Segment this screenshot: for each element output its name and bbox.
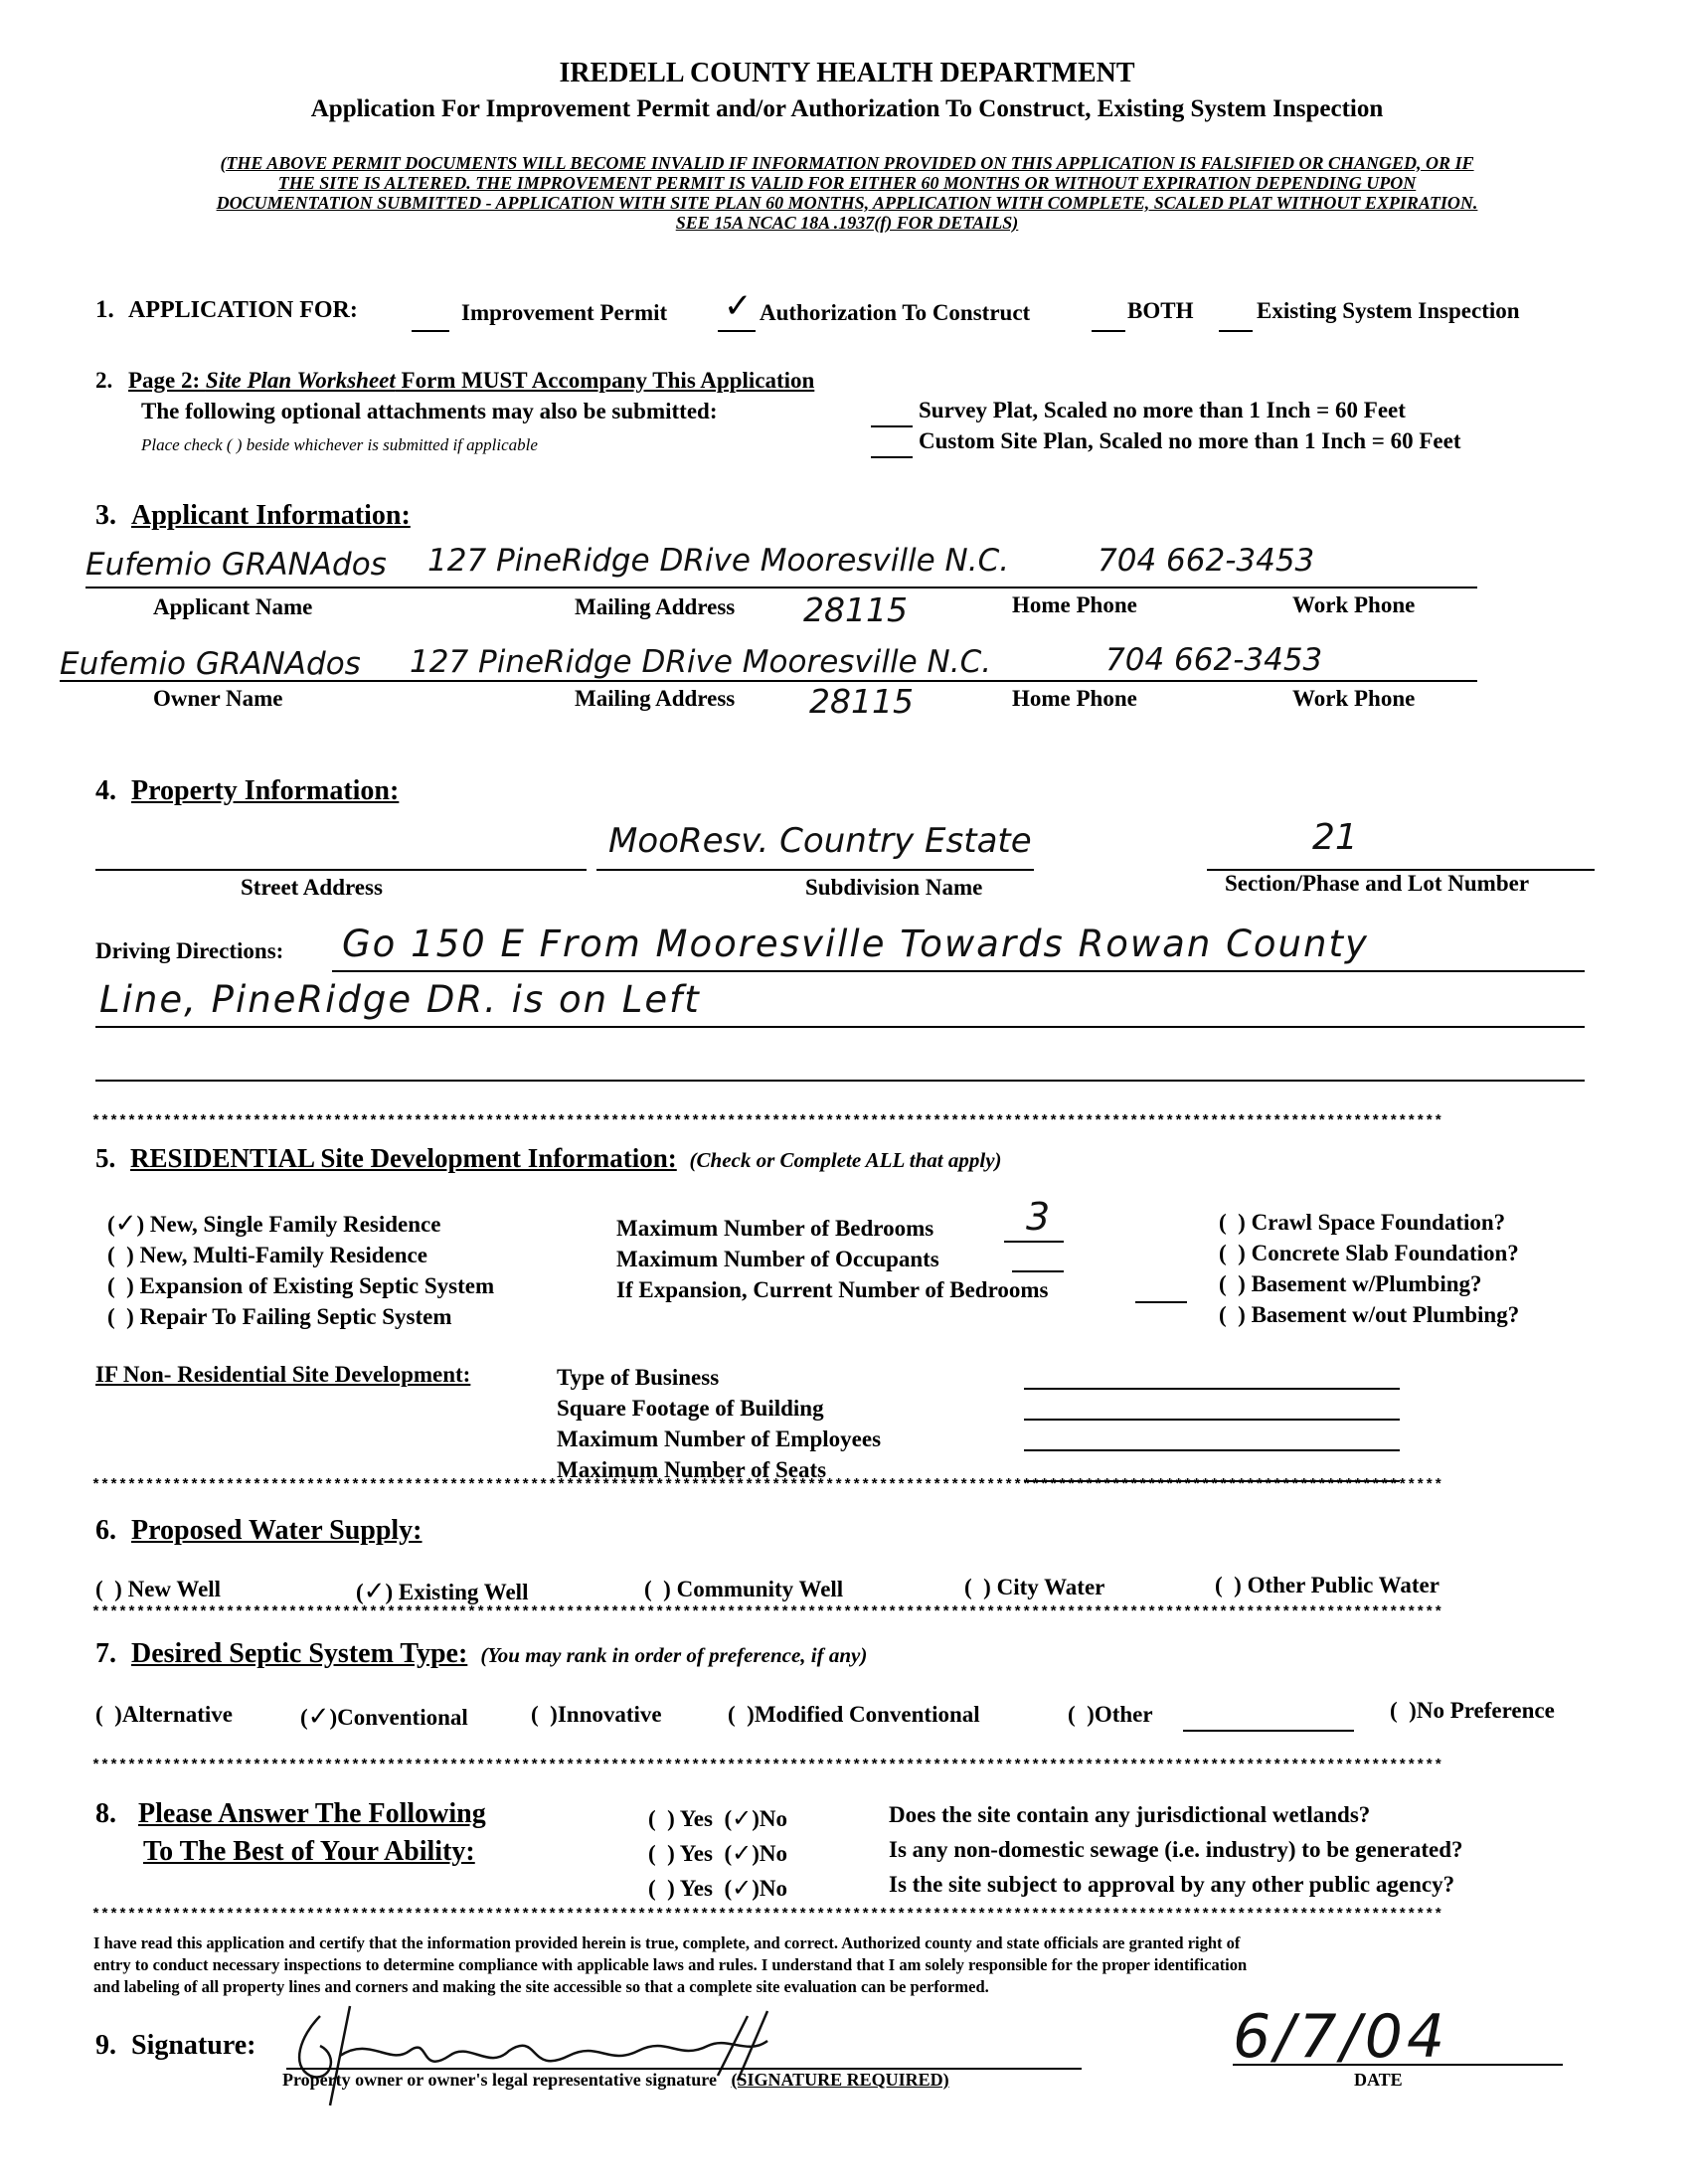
septic-option-innovative[interactable]: ( )Innovative (531, 1702, 662, 1727)
water-option-other-public[interactable]: ( ) Other Public Water (1215, 1573, 1440, 1597)
section-5-subtitle: (Check or Complete ALL that apply) (689, 1148, 1002, 1172)
option-both: BOTH (1127, 298, 1194, 323)
applicant-zip-value[interactable]: 28115 (803, 590, 908, 629)
section-8-title: To The Best of Your Ability: (143, 1836, 475, 1867)
owner-name-value[interactable]: Eufemio GRANAdos (60, 646, 361, 682)
street-address-line (95, 869, 587, 871)
lot-number-value[interactable]: 21 (1312, 817, 1358, 858)
section-number: 2. (95, 368, 113, 393)
septic-option-no-preference[interactable]: ( )No Preference (1390, 1698, 1555, 1723)
certification-line: entry to conduct necessary inspections to determine compliance with applicable laws and rules. I understand that I am solely responsible for the proper identification (93, 1955, 1248, 1974)
section-2-heading (95, 368, 814, 394)
subdivision-label: Subdivision Name (805, 875, 983, 900)
yes-no-row[interactable]: ( ) Yes (✓)No (648, 1839, 788, 1867)
section-3-title: Applicant Information: (131, 500, 411, 531)
business-type-blank[interactable] (1024, 1388, 1400, 1390)
section-number: 1. (95, 296, 114, 323)
separator-stars: ******************************************************************************************************************************************************* (91, 1604, 1443, 1621)
section-1-label: APPLICATION FOR: (128, 297, 358, 323)
list-item[interactable]: (✓) New, Single Family Residence (107, 1209, 441, 1239)
attachment-survey-plat: Survey Plat, Scaled no more than 1 Inch = 60 Feet (919, 398, 1406, 422)
title-suffix: Form MUST Accompany This Application (395, 368, 815, 393)
bedrooms-label: Maximum Number of Bedrooms (616, 1216, 934, 1241)
separator-stars: ******************************************************************************************************************************************************* (91, 1477, 1443, 1494)
option-label: Alternative (121, 1702, 233, 1727)
section-number: 4. (95, 775, 116, 806)
directions-line-1-rule (332, 970, 1585, 972)
section-6-heading (95, 1515, 423, 1547)
non-residential-label: IF Non- Residential Site Development: (95, 1362, 471, 1387)
list-item[interactable]: ( ) New, Multi-Family Residence (107, 1243, 427, 1267)
question-text: Is any non-domestic sewage (i.e. industry) to be generated? (889, 1837, 1463, 1862)
question-text: Does the site contain any jurisdictional wetlands? (889, 1802, 1371, 1827)
directions-line-2-rule (95, 1026, 1585, 1028)
septic-option-other[interactable]: ( )Other (1068, 1702, 1153, 1727)
applicant-address-label: Mailing Address (575, 594, 736, 619)
owner-name-label: Owner Name (153, 686, 283, 711)
foundation-list (1219, 1207, 1519, 1330)
notice-line: THE SITE IS ALTERED. THE IMPROVEMENT PERMIT IS VALID FOR EITHER 60 MONTHS OR WITHOUT EXPIRATION DEPENDING UPON (277, 173, 1417, 193)
section-5-heading (95, 1143, 1002, 1174)
notice-line: SEE 15A NCAC 18A .1937(f) FOR DETAILS) (675, 213, 1019, 233)
list-item[interactable]: ( ) Crawl Space Foundation? (1219, 1210, 1506, 1235)
signature-label: Signature: (131, 2030, 256, 2061)
owner-address-label: Mailing Address (575, 686, 736, 711)
signature-caption (282, 2070, 949, 2091)
certification-text (93, 1932, 1247, 1998)
section-8-title: Please Answer The Following (138, 1798, 486, 1829)
directions-line-1[interactable]: Go 150 E From Mooresville Towards Rowan County (342, 923, 1369, 965)
option-label: Community Well (676, 1577, 844, 1601)
notice-line: DOCUMENTATION SUBMITTED - APPLICATION WITH SITE PLAN 60 MONTHS, APPLICATION WITH COMPLETE, SCALED PLAT WITHOUT EXPIRATION. (216, 193, 1478, 213)
applicant-line (85, 587, 1477, 588)
owner-work-phone-label: Work Phone (1292, 686, 1416, 711)
signature-scribble[interactable] (280, 1996, 837, 2115)
checkmark-icon: ✓ (724, 286, 753, 326)
option-label: City Water (996, 1575, 1105, 1599)
yes-label: Yes (679, 1876, 713, 1901)
current-bedrooms-label: If Expansion, Current Number of Bedrooms (616, 1277, 1049, 1302)
option-label: Basement w/Plumbing? (1251, 1271, 1482, 1296)
water-option-community-well[interactable]: ( ) Community Well (644, 1577, 844, 1601)
date-line (1233, 2064, 1563, 2066)
no-label: No (759, 1806, 788, 1831)
check-note: Place check ( ) beside whichever is submitted if applicable (141, 435, 538, 454)
option-label: Crawl Space Foundation? (1251, 1210, 1506, 1235)
water-option-city-water[interactable]: ( ) City Water (964, 1575, 1105, 1599)
yes-no-row[interactable]: ( ) Yes (✓)No (648, 1874, 788, 1902)
separator-stars: ******************************************************************************************************************************************************* (91, 1758, 1443, 1774)
section-7-title: Desired Septic System Type: (131, 1638, 468, 1669)
section-number: 6. (95, 1515, 116, 1546)
form-title: IREDELL COUNTY HEALTH DEPARTMENT (559, 58, 1135, 88)
owner-line (60, 680, 1477, 682)
section-2-title (128, 368, 814, 393)
applicant-phone-value[interactable]: 704 662-3453 (1098, 543, 1315, 579)
bedrooms-blank (1004, 1241, 1064, 1243)
applicant-work-phone-label: Work Phone (1292, 592, 1416, 617)
section-6-title: Proposed Water Supply: (131, 1515, 423, 1546)
section-number: 3. (95, 500, 116, 531)
certification-line: and labeling of all property lines and corners and making the site accessible so that a complete site evaluation can be performed. (93, 1977, 989, 1996)
custom-site-plan-blank[interactable] (871, 456, 913, 458)
option-label: No Preference (1416, 1698, 1555, 1723)
separator-stars: ******************************************************************************************************************************************************* (91, 1113, 1443, 1130)
option-label: Modified Conventional (754, 1702, 980, 1727)
list-item (616, 1244, 1048, 1274)
street-address-label: Street Address (241, 875, 383, 900)
list-item[interactable]: ( ) Basement w/out Plumbing? (1219, 1302, 1520, 1327)
title-italic: Site Plan Worksheet (205, 368, 396, 393)
subdivision-line (596, 869, 1034, 871)
driving-directions-label: Driving Directions: (95, 938, 284, 963)
field-label: Type of Business (557, 1365, 720, 1390)
section-number: 7. (95, 1638, 116, 1669)
occupancy-list (616, 1213, 1048, 1305)
certification-line: I have read this application and certify that the information provided herein is true, complete, and correct. Authorized county and state officials are granted right of (93, 1933, 1241, 1952)
septic-option-alternative[interactable]: ( )Alternative (95, 1702, 233, 1727)
question-column (889, 1797, 1463, 1902)
attachment-custom-site-plan: Custom Site Plan, Scaled no more than 1 Inch = 60 Feet (919, 428, 1461, 453)
validity-notice (0, 153, 1694, 233)
date-value[interactable]: 6/7/04 (1233, 2002, 1449, 2072)
section-8-heading (95, 1795, 486, 1871)
option-label: Innovative (557, 1702, 662, 1727)
directions-line-3-rule (95, 1080, 1585, 1082)
separator-stars: ******************************************************************************************************************************************************* (91, 1907, 1443, 1924)
lot-label: Section/Phase and Lot Number (1225, 871, 1530, 896)
water-option-new-well[interactable]: ( ) New Well (95, 1577, 222, 1601)
field-label: Square Footage of Building (557, 1396, 824, 1421)
section-7-subtitle: (You may rank in order of preference, if any) (480, 1643, 868, 1667)
both-blank[interactable] (1092, 330, 1125, 332)
applicant-name-value[interactable]: Eufemio GRANAdos (85, 547, 387, 583)
list-item[interactable]: ( ) Concrete Slab Foundation? (1219, 1241, 1519, 1265)
occupants-blank[interactable] (1012, 1270, 1064, 1272)
square-footage-blank[interactable] (1024, 1419, 1400, 1421)
section-1-heading (95, 296, 358, 324)
yes-no-column (648, 1801, 787, 1906)
option-label: Concrete Slab Foundation? (1251, 1241, 1519, 1265)
applicant-name-label: Applicant Name (153, 594, 313, 619)
list-item (616, 1213, 1048, 1244)
field-label: Maximum Number of Employees (557, 1427, 882, 1451)
list-item[interactable]: ( ) Basement w/Plumbing? (1219, 1271, 1482, 1296)
authorization-blank[interactable] (718, 330, 756, 332)
other-septic-blank[interactable] (1183, 1730, 1354, 1732)
occupants-label: Maximum Number of Occupants (616, 1247, 939, 1271)
notice-line: (THE ABOVE PERMIT DOCUMENTS WILL BECOME INVALID IF INFORMATION PROVIDED ON THIS APPLICATION IS FALSIFIED OR CHANGED, OR IF (220, 153, 1474, 173)
optional-attachments-text: The following optional attachments may also be submitted: (141, 399, 718, 423)
no-label: No (759, 1876, 788, 1901)
option-label: Basement w/out Plumbing? (1251, 1302, 1520, 1327)
option-existing-system-inspection: Existing System Inspection (1257, 298, 1520, 323)
list-item[interactable]: ( ) Repair To Failing Septic System (107, 1304, 452, 1329)
bedrooms-value[interactable]: 3 (1026, 1195, 1051, 1239)
section-9-heading (95, 2030, 256, 2062)
option-label: New, Single Family Residence (149, 1212, 441, 1237)
survey-plat-blank[interactable] (871, 425, 913, 427)
owner-phone-value[interactable]: 704 662-3453 (1105, 642, 1323, 678)
owner-zip-value[interactable]: 28115 (809, 682, 914, 721)
section-number: 9. (95, 2030, 116, 2061)
non-residential-fields (557, 1362, 881, 1485)
option-label: New Well (127, 1577, 222, 1601)
signature-required: (SIGNATURE REQUIRED) (731, 2070, 949, 2090)
no-label: No (759, 1841, 788, 1866)
owner-address-value[interactable]: 127 PineRidge DRive Mooresville N.C. (410, 644, 992, 680)
option-label: Conventional (337, 1705, 468, 1730)
applicant-home-phone-label: Home Phone (1012, 592, 1137, 617)
section-4-title: Property Information: (131, 775, 400, 806)
list-item[interactable]: ( ) Expansion of Existing Septic System (107, 1273, 495, 1298)
option-label: Existing Well (398, 1580, 529, 1604)
field-label: Maximum Number of Seats (557, 1457, 827, 1482)
title-prefix: Page 2: (128, 368, 206, 393)
employees-blank[interactable] (1024, 1449, 1400, 1451)
section-3-heading (95, 500, 411, 532)
section-number: 8. (95, 1798, 116, 1829)
septic-option-modified-conventional[interactable]: ( )Modified Conventional (728, 1702, 980, 1727)
septic-option-conventional[interactable]: (✓)Conventional (300, 1702, 468, 1732)
option-improvement-permit: Improvement Permit (461, 300, 668, 325)
option-label: Other Public Water (1247, 1573, 1440, 1597)
question-text: Is the site subject to approval by any other public agency? (889, 1872, 1455, 1897)
existing-inspection-blank[interactable] (1219, 330, 1253, 332)
section-number: 5. (95, 1143, 116, 1173)
option-label: Repair To Failing Septic System (139, 1304, 452, 1329)
option-label: Expansion of Existing Septic System (139, 1273, 495, 1298)
directions-line-2[interactable]: Line, PineRidge DR. is on Left (99, 978, 701, 1021)
owner-home-phone-label: Home Phone (1012, 686, 1137, 711)
water-option-existing-well[interactable]: (✓) Existing Well (356, 1577, 529, 1606)
yes-label: Yes (679, 1806, 713, 1831)
applicant-address-value[interactable]: 127 PineRidge DRive Mooresville N.C. (427, 543, 1010, 579)
form-subtitle: Application For Improvement Permit and/or Authorization To Construct, Existing System Inspection (310, 95, 1384, 122)
option-label: New, Multi-Family Residence (139, 1243, 427, 1267)
section-7-heading (95, 1638, 867, 1670)
yes-no-row[interactable]: ( ) Yes (✓)No (648, 1804, 788, 1832)
option-label: Other (1094, 1702, 1153, 1727)
yes-label: Yes (679, 1841, 713, 1866)
date-label: DATE (1354, 2070, 1403, 2090)
current-bedrooms-blank[interactable] (1135, 1301, 1187, 1303)
signature-caption-text: Property owner or owner's legal representative signature (282, 2070, 717, 2090)
section-5-title: RESIDENTIAL Site Development Information: (130, 1143, 677, 1173)
subdivision-value[interactable]: MooResv. Country Estate (608, 821, 1032, 861)
section-4-heading (95, 775, 399, 807)
improvement-permit-blank[interactable] (412, 330, 449, 332)
residence-type-list (107, 1209, 494, 1332)
list-item (616, 1274, 1048, 1305)
option-authorization-to-construct: Authorization To Construct (760, 300, 1031, 325)
